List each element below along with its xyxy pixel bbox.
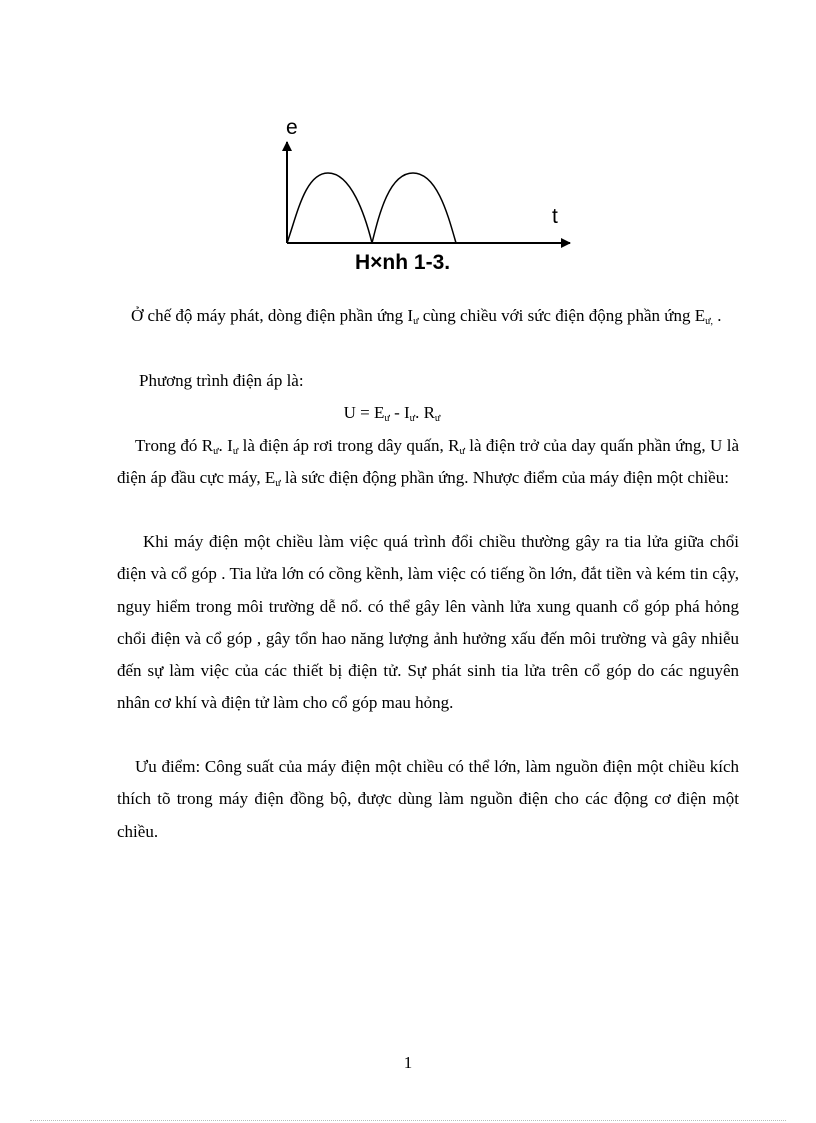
x-axis-label: t bbox=[552, 205, 558, 228]
paragraph-advantages: Ưu điểm: Công suất của máy điện một chiều có thể lớn, làm nguồn điện một chiều kích thích tõ trong máy điện đồng bộ, được dùng làm nguồn điện cho các động cơ điện một chiều. bbox=[117, 757, 739, 841]
y-axis-label: e bbox=[286, 116, 298, 139]
figure-caption: H×nh 1-3. bbox=[355, 251, 451, 274]
paragraph-generator-mode: Ở chế độ máy phát, dòng điện phần ứng $I_ư$ cùng chiều với sức điện động phần ứng $E_{ư,}$ . bbox=[131, 306, 722, 327]
figure-rectified-wave bbox=[270, 110, 580, 280]
page-number: 1 bbox=[403, 1053, 413, 1072]
voltage-equation: $U = E_ư - I_ư$. $R_ư$ bbox=[343, 403, 441, 424]
paragraph-definitions: Trong đó $R_ư$. $I_ư$ là điện áp rơi trong dây quấn, $R_ư$ là điện trở của day quấn phần ứng, U là điện áp đầu cực máy, $E_ư$ là sức điện động phần ứng. Nhược điểm của máy điện một chiều: bbox=[117, 436, 739, 490]
rectified-sine-curve bbox=[287, 173, 456, 243]
paragraph-disadvantages: Khi máy điện một chiều làm việc quá trình đổi chiều thường gây ra tia lửa giữa chổi điện và cổ góp . Tia lửa lớn có cồng kềnh, làm việc có tiếng ồn lớn, đắt tiền và kém tin cậy, nguy hiểm trong môi trường dễ nổ. có thể gây lên vành lửa xung quanh cổ góp phá hỏng chổi điện và cổ góp , gây tổn hao năng lượng ảnh hưởng xấu đến môi trường và gây nhiễu đến sự làm việc của các thiết bị điện tử. Sự phát sinh tia lửa trên cổ góp do các nguyên nhân cơ khí và điện tử làm cho cổ góp mau hỏng. bbox=[117, 532, 739, 713]
waveform-diagram bbox=[270, 110, 580, 280]
page-bottom-rule bbox=[30, 1120, 786, 1121]
paragraph-voltage-equation-intro: Phương trình điện áp là: bbox=[139, 371, 304, 390]
